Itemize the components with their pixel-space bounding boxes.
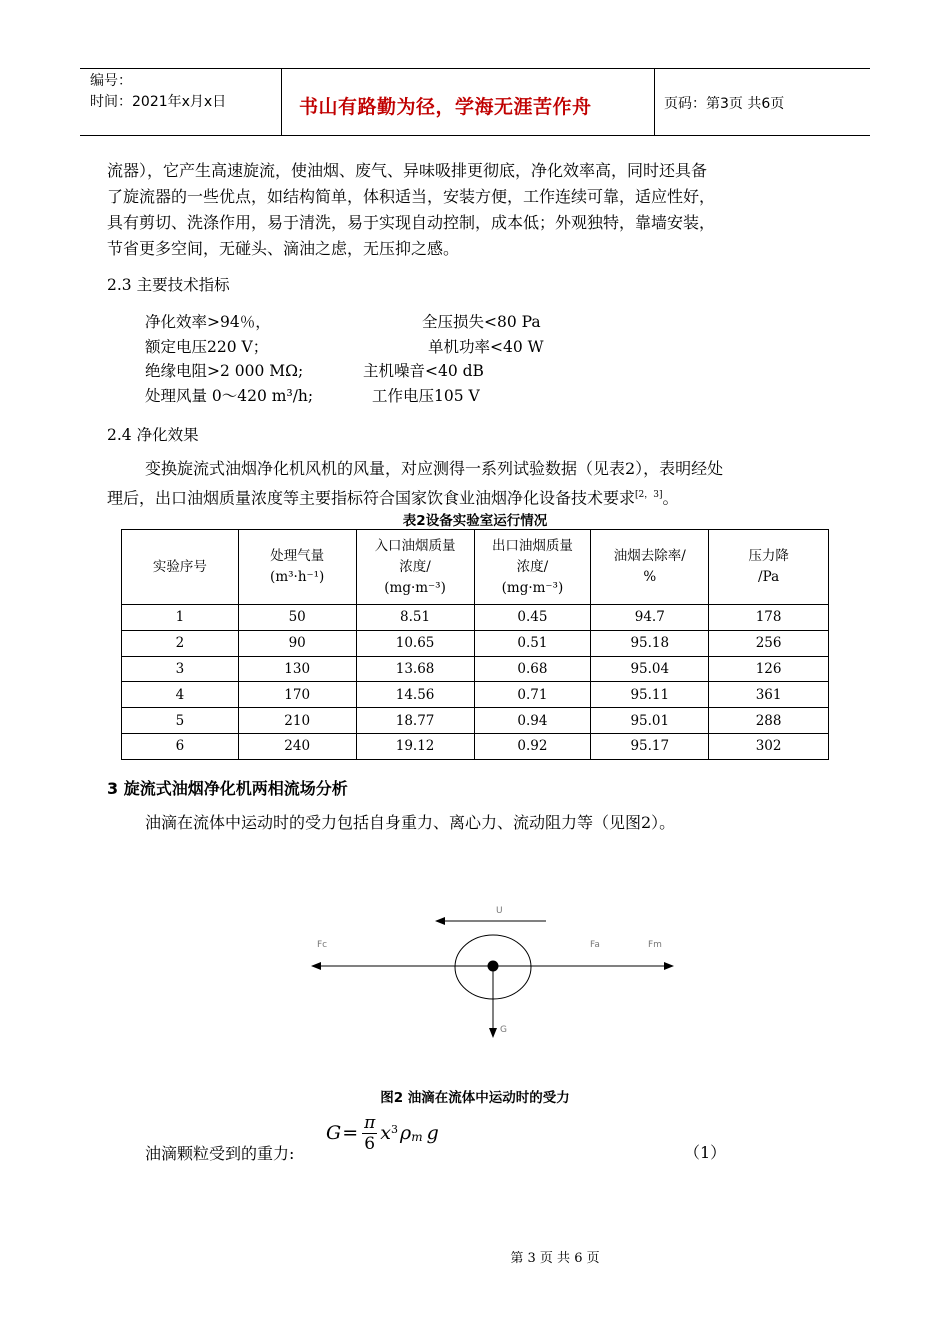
table-cell: 95.18 — [591, 630, 709, 656]
header-text: 压力降 — [748, 548, 789, 564]
table-cell: 3 — [122, 656, 239, 682]
table-header-cell — [591, 530, 709, 605]
table-row — [122, 682, 829, 708]
header-text: 浓度/ — [399, 558, 431, 575]
header-text: 处理气量 — [270, 548, 325, 564]
table-cell: 302 — [709, 733, 829, 759]
document-date: 时间：2021年x月x日 — [90, 94, 227, 110]
fraction-denominator: 6 — [364, 1133, 376, 1154]
table-cell: 170 — [238, 682, 356, 708]
table-header-cell — [122, 530, 239, 605]
table-cell: 50 — [238, 605, 356, 631]
equation-exponent: 3 — [391, 1122, 399, 1136]
paragraph-line: 油滴在流体中运动时的受力包括自身重力、离心力、流动阻力等（见图2）。 — [145, 813, 676, 832]
table-cell: 5 — [122, 708, 239, 734]
label-fm: Fm — [648, 940, 662, 950]
table-cell: 95.01 — [591, 708, 709, 734]
equation-x: x — [380, 1122, 392, 1144]
paragraph-text: 。 — [662, 488, 679, 508]
table-cell: 2 — [122, 630, 239, 656]
document-number-label: 编号： — [90, 73, 132, 89]
table-cell: 361 — [709, 682, 829, 708]
table-cell: 0.92 — [474, 733, 591, 759]
section-heading: 3 旋流式油烟净化机两相流场分析 — [107, 779, 348, 798]
intro-paragraph — [107, 158, 867, 262]
paragraph-line: 节省更多空间，无碰头、滴油之虑，无压抑之感。 — [107, 239, 460, 258]
table-cell: 95.11 — [591, 682, 709, 708]
table-cell: 19.12 — [356, 733, 474, 759]
spec-item: 单机功率<40 W — [428, 338, 544, 356]
equation-fraction — [362, 1113, 377, 1154]
equation-lhs: G — [326, 1122, 342, 1144]
paragraph-line: 变换旋流式油烟净化机风机的风量，对应测得一系列试验数据（见表2），表明经处 — [145, 459, 724, 478]
table-cell: 0.94 — [474, 708, 591, 734]
force-diagram — [300, 895, 680, 1045]
table-row — [122, 605, 829, 631]
table-header-cell — [238, 530, 356, 605]
table-cell: 0.68 — [474, 656, 591, 682]
header-unit: /Pa — [758, 569, 780, 585]
table-cell: 0.51 — [474, 630, 591, 656]
table-cell: 18.77 — [356, 708, 474, 734]
table-cell: 178 — [709, 605, 829, 631]
table-cell: 1 — [122, 605, 239, 631]
header-divider — [281, 68, 282, 136]
paragraph-line — [107, 482, 679, 511]
table-cell: 130 — [238, 656, 356, 682]
fraction-numerator: π — [364, 1112, 376, 1133]
header-unit: (mg·m⁻³) — [501, 579, 564, 596]
equation-subscript: m — [411, 1130, 423, 1144]
header-top-rule — [80, 68, 870, 69]
table-caption: 表2设备实验室运行情况 — [402, 513, 548, 529]
header-text: 出口油烟质量 — [491, 537, 573, 554]
header-text: 入口油烟质量 — [374, 537, 456, 554]
header-page-info: 页码：第3页 共6页 — [664, 96, 785, 112]
table-row — [122, 708, 829, 734]
table-cell: 288 — [709, 708, 829, 734]
label-u: U — [496, 906, 503, 916]
spec-item: 净化效率>94％， — [145, 313, 271, 331]
table-cell: 90 — [238, 630, 356, 656]
section-heading: 2.3 主要技术指标 — [107, 276, 230, 294]
figure-caption: 图2 油滴在流体中运动时的受力 — [380, 1090, 570, 1106]
spec-item: 绝缘电阻>2 000 MΩ; — [145, 362, 304, 380]
header-text: 实验序号 — [152, 558, 207, 575]
table-cell: 4 — [122, 682, 239, 708]
table-cell: 95.17 — [591, 733, 709, 759]
paragraph-line: 了旋流器的一些优点，如结构简单，体积适当，安装方便，工作连续可靠，适应性好， — [107, 187, 716, 206]
paragraph-text: 理后，出口油烟质量浓度等主要指标符合国家饮食业油烟净化设备技术要求 — [107, 488, 636, 508]
table-row — [122, 630, 829, 656]
table-row — [122, 733, 829, 759]
section-heading: 2.4 净化效果 — [107, 426, 199, 444]
table-cell: 95.04 — [591, 656, 709, 682]
header-unit: (mg·m⁻³) — [384, 579, 446, 596]
table-header-cell — [709, 530, 829, 605]
paragraph-line: 流器），它产生高速旋流，使油烟、废气、异味吸排更彻底，净化效率高，同时还具备 — [107, 161, 708, 180]
header-divider — [654, 68, 655, 136]
table-cell: 256 — [709, 630, 829, 656]
paragraph-line: 具有剪切、洗涤作用，易于清洗，易于实现自动控制，成本低；外观独特，靠墙安装， — [107, 213, 716, 232]
table-cell: 8.51 — [356, 605, 474, 631]
spec-item: 工作电压105 V — [372, 387, 480, 405]
spec-item: 全压损失<80 Pa — [422, 313, 541, 331]
table-cell: 6 — [122, 733, 239, 759]
table-cell: 126 — [709, 656, 829, 682]
equation-number: （1） — [684, 1143, 727, 1162]
equation-equals: = — [342, 1122, 359, 1144]
header-unit: % — [643, 569, 657, 585]
spec-item: 主机噪音<40 dB — [363, 362, 484, 380]
table-header-cell — [356, 530, 474, 605]
equation — [326, 1108, 439, 1158]
table-cell: 10.65 — [356, 630, 474, 656]
table-cell: 94.7 — [591, 605, 709, 631]
label-fa: Fa — [590, 940, 600, 950]
table-header-row — [122, 530, 829, 605]
spec-item: 额定电压220 V； — [145, 338, 269, 356]
table-cell: 14.56 — [356, 682, 474, 708]
header-bottom-rule — [80, 135, 870, 136]
table-cell: 240 — [238, 733, 356, 759]
equation-lead: 油滴颗粒受到的重力: — [145, 1144, 295, 1163]
table-cell: 0.45 — [474, 605, 591, 631]
label-g: G — [500, 1025, 507, 1035]
header-motto: 书山有路勤为径，学海无涯苦作舟 — [299, 96, 592, 118]
page-footer: 第 3 页 共 6 页 — [510, 1251, 600, 1266]
label-fc: Fc — [317, 940, 328, 950]
header-text: 浓度/ — [516, 558, 549, 575]
table-cell: 0.71 — [474, 682, 591, 708]
table-cell: 13.68 — [356, 656, 474, 682]
header-text: 油烟去除率/ — [613, 548, 686, 564]
table-row — [122, 656, 829, 682]
data-table — [121, 529, 829, 760]
header-unit: (m³·h⁻¹) — [270, 569, 325, 585]
equation-g: g — [426, 1122, 439, 1144]
table-cell: 210 — [238, 708, 356, 734]
citation: [2，3] — [635, 490, 663, 500]
spec-item: 处理风量 0～420 m³/h; — [145, 387, 314, 405]
equation-rho: ρ — [400, 1122, 412, 1144]
table-header-cell — [474, 530, 591, 605]
